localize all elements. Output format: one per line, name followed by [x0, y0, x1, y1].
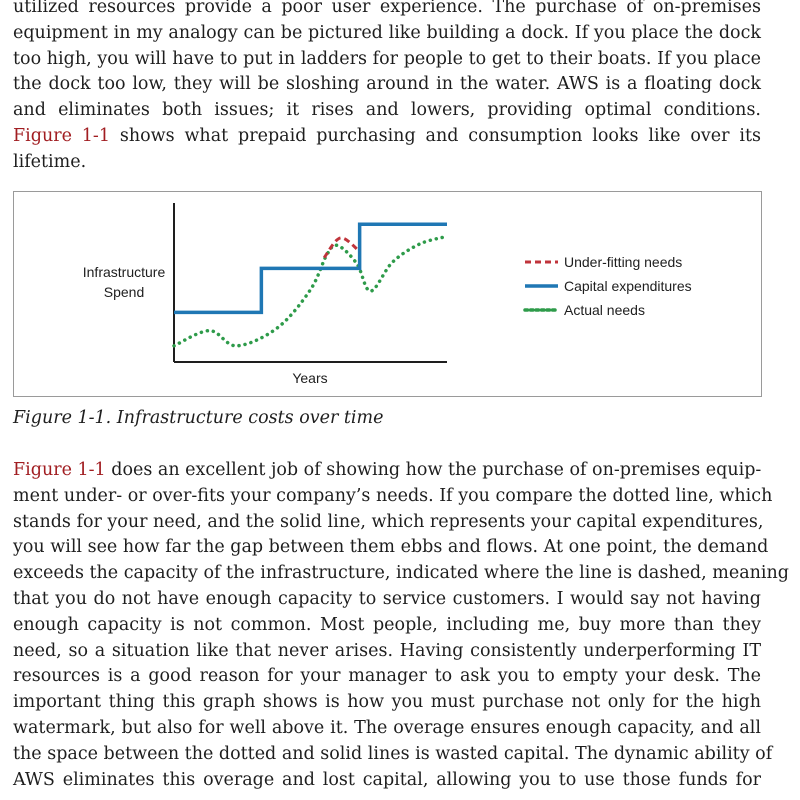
- y-axis-label-line1: Infrastructure: [82, 264, 166, 280]
- body-line-with-ref: [13, 458, 761, 484]
- legend-label-capital: Capital expenditures: [564, 278, 692, 294]
- figure-frame: [13, 191, 762, 397]
- figure-caption: Figure 1-1. Infrastructure costs over time: [13, 408, 384, 428]
- x-axis-label: Years: [292, 370, 328, 386]
- y-axis-label-line2: Spend: [103, 284, 145, 300]
- intro-line: utilized resources provide a poor user experience. The purchase of on-premises: [13, 0, 761, 17]
- legend: [525, 254, 692, 318]
- figure-reference-link[interactable]: Figure 1-1: [13, 125, 110, 146]
- body-line-text: does an excellent job of showing how the purchase of on-premises equip-: [105, 460, 762, 480]
- intro-line-with-ref: [13, 124, 761, 150]
- infrastructure-cost-chart: [14, 192, 763, 398]
- body-line: ment under- or over-fits your company’s needs. If you compare the dotted line, which: [13, 485, 773, 506]
- body-line: stands for your need, and the solid line, which represents your capital expenditures,: [13, 511, 764, 532]
- legend-label-under-fitting: Under-fitting needs: [564, 254, 683, 270]
- series-line-actual-needs: [174, 236, 447, 345]
- body-line: you will see how far the gap between them ebbs and flows. At one point, the demand: [13, 537, 769, 558]
- intro-line-text: shows what prepaid purchasing and consumption looks like over its: [109, 125, 761, 146]
- intro-line: equipment in my analogy can be pictured like building a dock. If you place the dock: [13, 22, 761, 43]
- body-line: that you do not have enough capacity to service customers. I would say not having: [13, 588, 761, 609]
- intro-line: too high, you will have to put in ladders for people to get to their boats. If you place: [13, 48, 761, 69]
- intro-line: lifetime.: [13, 151, 87, 172]
- intro-line: and eliminates both issues; it rises and lowers, providing optimal conditions.: [13, 100, 761, 121]
- body-line: watermark, but also for well above it. The overage ensures enough capacity, and all: [13, 717, 761, 738]
- series-group: [174, 224, 447, 346]
- body-line: enough capacity is not common. Most people, including me, buy more than they: [13, 614, 761, 635]
- body-line: exceeds the capacity of the infrastructure, indicated where the line is dashed, meaning: [13, 563, 789, 584]
- body-line: important thing this graph shows is how you must purchase not only for the high: [13, 692, 761, 713]
- body-line: AWS eliminates this overage and lost capital, allowing you to use those funds for: [13, 769, 761, 790]
- body-line: the space between the dotted and solid lines is wasted capital. The dynamic ability of: [13, 743, 773, 764]
- intro-line: the dock too low, they will be sloshing around in the water. AWS is a floating dock: [13, 74, 761, 95]
- body-line: need, so a situation like that never arises. Having consistently underperforming IT: [13, 640, 761, 661]
- body-line: resources is a good reason for your manager to ask you to empty your desk. The: [13, 666, 761, 687]
- body-paragraph: [13, 458, 789, 793]
- series-line-capital-expenditures: [174, 224, 447, 312]
- legend-label-actual: Actual needs: [564, 302, 645, 318]
- intro-paragraph: [13, 0, 761, 176]
- figure-reference-link[interactable]: Figure 1-1: [13, 460, 106, 480]
